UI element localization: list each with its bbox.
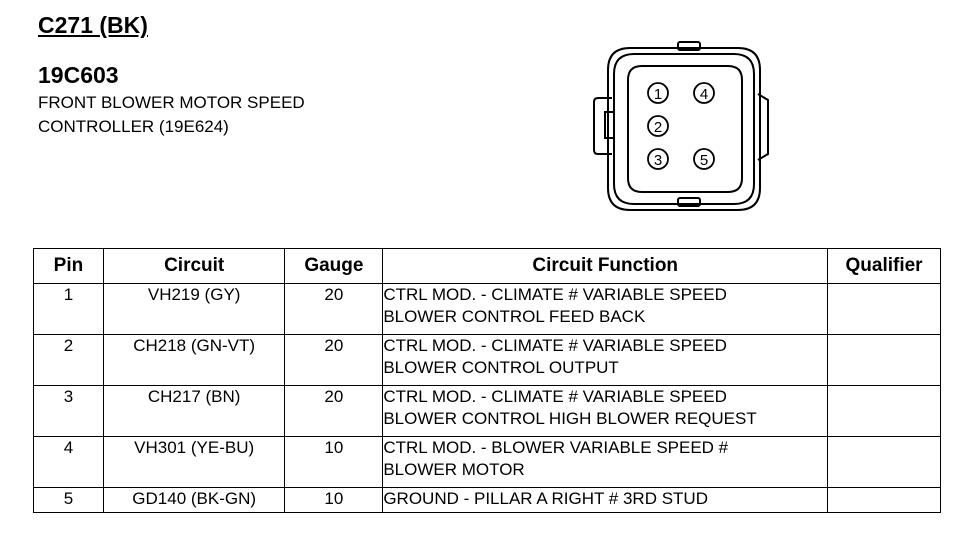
header-gauge: Gauge — [285, 249, 383, 284]
qualifier-cell — [828, 284, 941, 335]
header-pin: Pin — [34, 249, 104, 284]
pin-cell: 1 — [34, 284, 104, 335]
circuit-cell: CH218 (GN-VT) — [103, 335, 285, 386]
svg-text:5: 5 — [699, 152, 709, 169]
pin-3-marker — [648, 149, 668, 169]
function-cell — [383, 386, 828, 437]
description-line-1: FRONT BLOWER MOTOR SPEED — [38, 93, 305, 112]
pin-cell: 2 — [34, 335, 104, 386]
pin-cell: 3 — [34, 386, 104, 437]
function-cell — [383, 488, 828, 513]
connector-latch — [594, 98, 612, 154]
qualifier-cell — [828, 488, 941, 513]
table-row — [34, 284, 941, 335]
part-number: 19C603 — [38, 62, 119, 88]
connector-outer-shell — [608, 48, 760, 210]
svg-text:1: 1 — [653, 86, 663, 103]
pin-2-marker — [648, 116, 668, 136]
connector-inner-body — [628, 66, 742, 192]
table-row — [34, 386, 941, 437]
header-circuit-function: Circuit Function — [383, 249, 828, 284]
header-circuit: Circuit — [103, 249, 285, 284]
table-row — [34, 488, 941, 513]
gauge-cell: 20 — [285, 386, 383, 437]
pin-4-marker — [694, 83, 714, 103]
function-line-2: BLOWER CONTROL HIGH BLOWER REQUEST — [383, 409, 757, 428]
description-line-2: CONTROLLER (19E624) — [38, 117, 229, 136]
connector-face-diagram — [590, 38, 780, 218]
gauge-cell: 20 — [285, 284, 383, 335]
function-line-1: CTRL MOD. - CLIMATE # VARIABLE SPEED — [383, 336, 727, 355]
pinout-table — [33, 248, 941, 513]
qualifier-cell — [828, 437, 941, 488]
function-line-2: BLOWER CONTROL FEED BACK — [383, 307, 646, 326]
table-header-row — [34, 249, 941, 284]
qualifier-cell — [828, 335, 941, 386]
circuit-cell: GD140 (BK-GN) — [103, 488, 285, 513]
latch-slot — [605, 112, 614, 138]
qualifier-cell — [828, 386, 941, 437]
header-qualifier: Qualifier — [828, 249, 941, 284]
gauge-cell: 10 — [285, 437, 383, 488]
svg-text:3: 3 — [653, 152, 663, 169]
function-line-2: BLOWER CONTROL OUTPUT — [383, 358, 619, 377]
pin-cell: 4 — [34, 437, 104, 488]
function-line-1: CTRL MOD. - CLIMATE # VARIABLE SPEED — [383, 387, 727, 406]
function-line-2: BLOWER MOTOR — [383, 460, 525, 479]
gauge-cell: 10 — [285, 488, 383, 513]
function-line-1: CTRL MOD. - CLIMATE # VARIABLE SPEED — [383, 285, 727, 304]
connector-mid-shell — [614, 54, 754, 204]
function-cell — [383, 335, 828, 386]
circuit-cell: VH301 (YE-BU) — [103, 437, 285, 488]
pin-cell: 5 — [34, 488, 104, 513]
function-cell — [383, 284, 828, 335]
connector-id: C271 (BK) — [38, 12, 148, 38]
function-cell — [383, 437, 828, 488]
table-row — [34, 437, 941, 488]
circuit-cell: VH219 (GY) — [103, 284, 285, 335]
circuit-cell: CH217 (BN) — [103, 386, 285, 437]
svg-text:2: 2 — [653, 119, 663, 136]
function-line-1: CTRL MOD. - BLOWER VARIABLE SPEED # — [383, 438, 729, 457]
gauge-cell: 20 — [285, 335, 383, 386]
pin-1-marker — [648, 83, 668, 103]
table-row — [34, 335, 941, 386]
function-line-1: GROUND - PILLAR A RIGHT # 3RD STUD — [383, 489, 708, 508]
pin-5-marker — [694, 149, 714, 169]
svg-text:4: 4 — [699, 86, 709, 103]
